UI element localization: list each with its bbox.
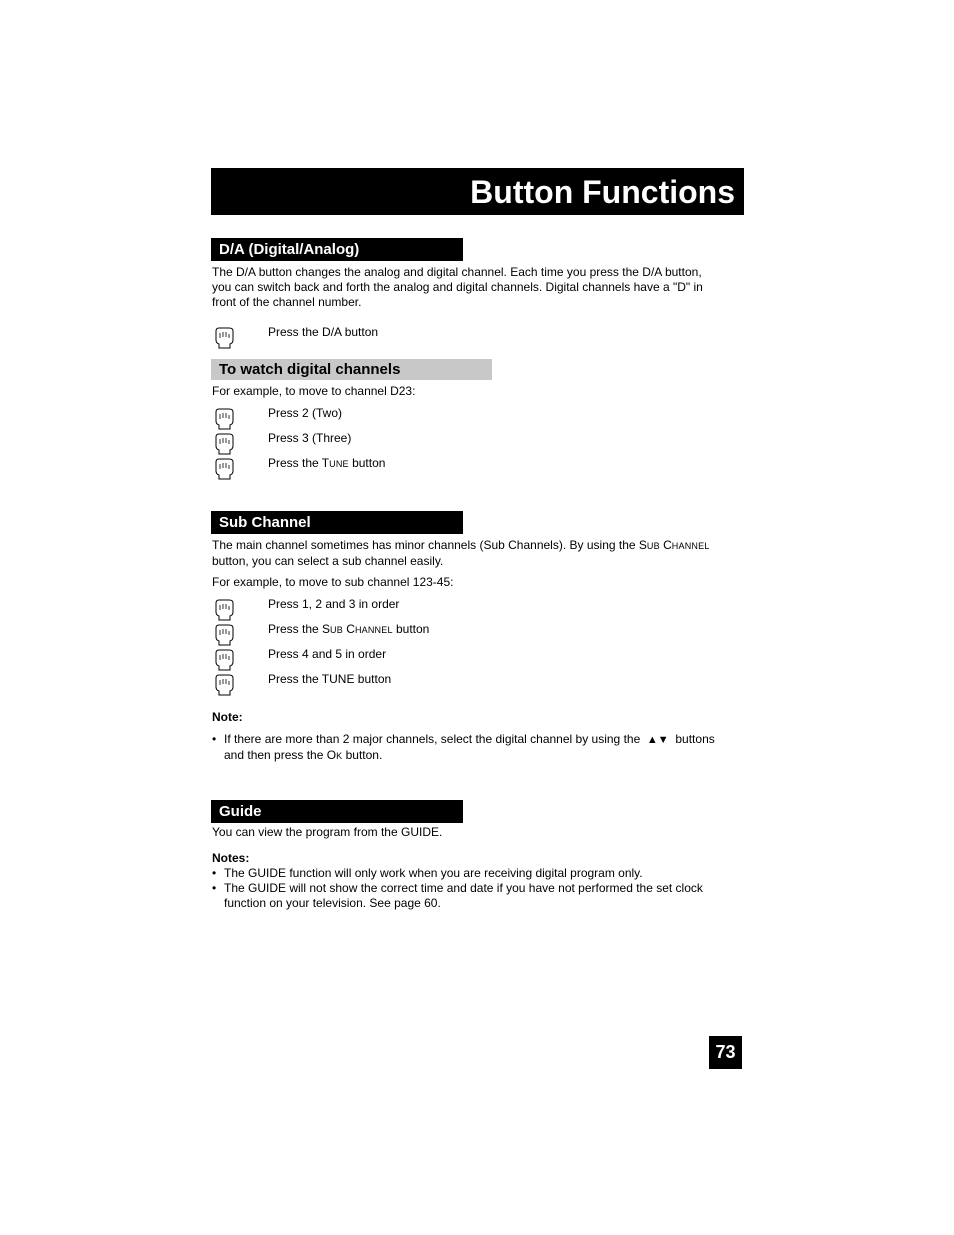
sub-step-2-sc1: UB	[330, 625, 343, 635]
guide-description: You can view the program from the GUIDE.	[212, 825, 443, 839]
bullet-icon: •	[212, 732, 217, 746]
sub-step-2	[268, 622, 429, 638]
sub-note-line1-post: buttons	[675, 732, 715, 746]
sub-desc-line1-pre: The main channel sometimes has minor channels (Sub Channels). By using the S	[212, 538, 647, 552]
hand-press-icon	[212, 325, 236, 349]
sub-description	[212, 538, 742, 569]
sub-desc-line1-sc1: UB	[646, 541, 660, 551]
sub-step-2-mid: C	[342, 622, 355, 636]
bullet-icon: •	[212, 881, 217, 895]
sub-desc-line1-mid: C	[659, 538, 672, 552]
watch-step-3-pre: Press the T	[268, 456, 330, 470]
sub-desc-line1-sc2: HANNEL	[671, 541, 710, 551]
guide-note-1	[212, 866, 742, 881]
bullet-icon: •	[212, 866, 217, 880]
section-heading-guide-label: Guide	[219, 803, 262, 820]
section-heading-da-label: D/A (Digital/Analog)	[219, 241, 360, 258]
da-desc-line2: you can switch back and forth the analog and digital channels. Digital channels have a "D" in	[212, 280, 703, 294]
guide-note-2-line1: The GUIDE will not show the correct time and date if you have not performed the set clock	[224, 881, 703, 895]
sub-step-3: Press 4 and 5 in order	[268, 647, 387, 661]
watch-step-1: Press 2 (Two)	[268, 406, 343, 420]
hand-press-icon	[212, 431, 236, 455]
guide-note-2	[212, 881, 742, 911]
page-number: 73	[709, 1036, 742, 1069]
da-step-1: Press the D/A button	[268, 325, 379, 339]
hand-press-icon	[212, 672, 236, 696]
section-heading-sub	[211, 511, 463, 534]
sub-note-item	[212, 732, 742, 764]
guide-note-2-line2: function on your television. See page 60.	[224, 896, 441, 910]
watch-step-2: Press 3 (Three)	[268, 431, 352, 445]
watch-step-3	[268, 456, 385, 472]
sub-example: For example, to move to sub channel 123-45:	[212, 575, 454, 589]
page-title: Button Functions	[470, 174, 735, 210]
section-heading-guide	[211, 800, 463, 823]
hand-press-icon	[212, 597, 236, 621]
sub-step-1: Press 1, 2 and 3 in order	[268, 597, 400, 611]
hand-press-icon	[212, 647, 236, 671]
watch-example: For example, to move to channel D23:	[212, 384, 416, 398]
sub-desc-line2: button, you can select a sub channel easily.	[212, 554, 444, 568]
sub-note-line2	[224, 748, 742, 764]
sub-note-label: Note:	[212, 710, 243, 724]
hand-press-icon	[212, 622, 236, 646]
page-title-bar	[211, 168, 744, 215]
hand-press-icon	[212, 456, 236, 480]
guide-note-1-text: The GUIDE function will only work when you are receiving digital program only.	[224, 866, 643, 880]
up-down-arrows-icon: ▲▼	[646, 734, 669, 746]
sub-step-2-sc2: HANNEL	[354, 625, 393, 635]
sub-step-4: Press the TUNE button	[268, 672, 392, 686]
sub-note-line1	[224, 732, 742, 748]
sub-step-2-pre: Press the S	[268, 622, 331, 636]
da-desc-line3: front of the channel number.	[212, 295, 362, 309]
section-heading-da	[211, 238, 463, 261]
sub-desc-line1	[212, 538, 742, 554]
section-heading-watch	[211, 359, 492, 380]
sub-note-line1-pre: If there are more than 2 major channels, select the digital channel by using the	[224, 732, 641, 746]
watch-step-3-smallcaps: UNE	[329, 459, 349, 469]
guide-notes-label: Notes:	[212, 851, 250, 865]
sub-note-line2-post: button.	[342, 748, 383, 762]
section-heading-watch-label: To watch digital channels	[219, 361, 401, 378]
sub-note-line2-sc: K	[336, 751, 343, 761]
section-heading-sub-label: Sub Channel	[219, 514, 311, 531]
hand-press-icon	[212, 406, 236, 430]
da-desc-line1: The D/A button changes the analog and digital channel. Each time you press the D/A button,	[212, 265, 702, 279]
da-description	[212, 265, 742, 310]
sub-note-line2-pre: and then press the O	[224, 748, 337, 762]
sub-step-2-post: button	[392, 622, 430, 636]
watch-step-3-post: button	[348, 456, 386, 470]
